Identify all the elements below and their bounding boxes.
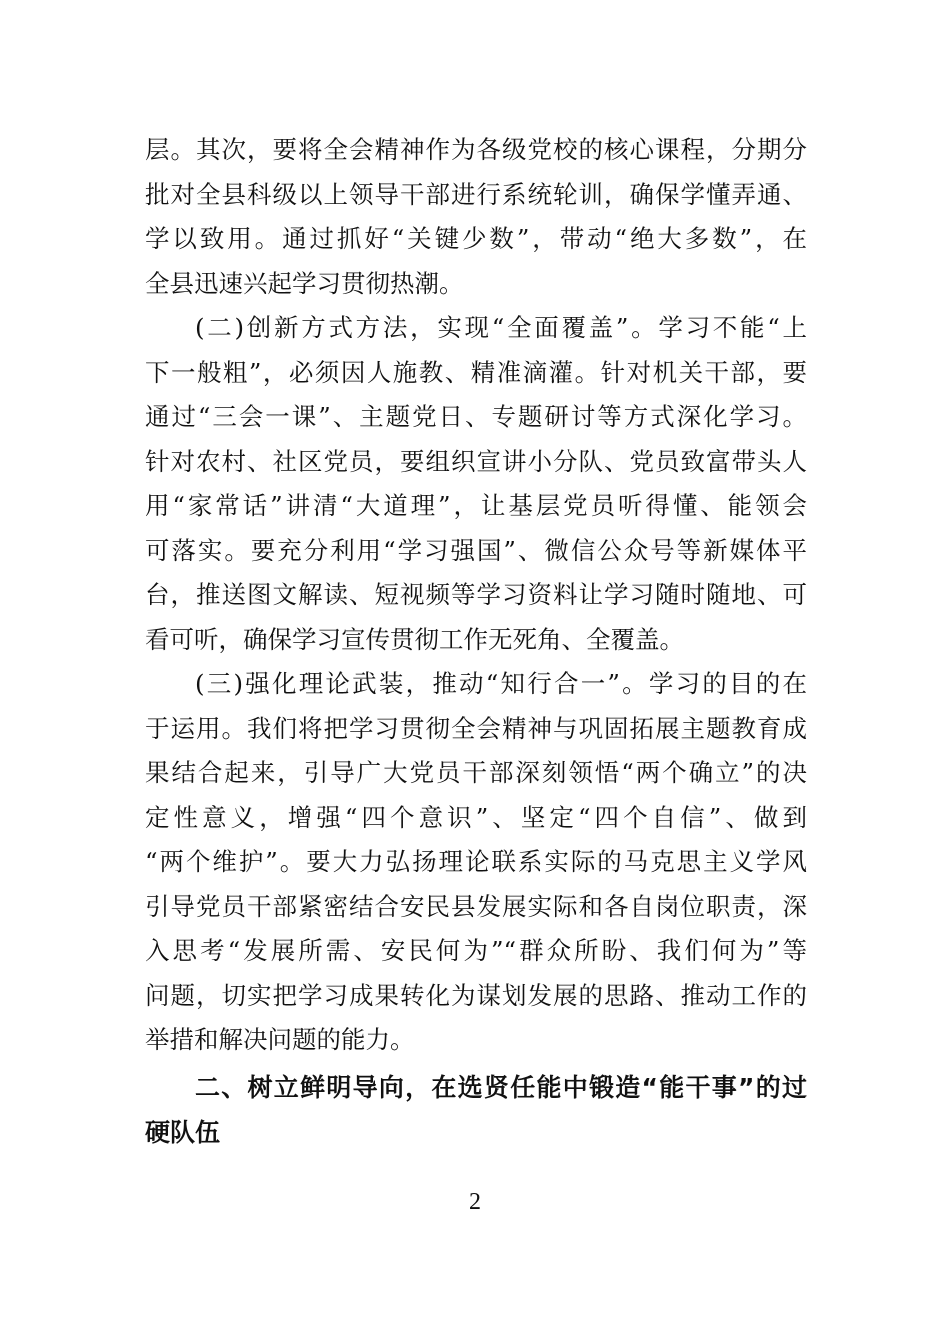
- paragraph-3-line-1: (三)强化理论武装，推动“知行合一”。学习的目的在: [195, 669, 807, 698]
- paragraph-3-line-4: 定性意义，增强“四个意识”、坚定“四个自信”、做到: [145, 802, 807, 832]
- paragraph-3-line-7: 入思考“发展所需、安民何为”“群众所盼、我们何为”等: [145, 936, 807, 965]
- paragraph-3-line-2: 于运用。我们将把学习贯彻全会精神与巩固拓展主题教育成: [145, 713, 807, 743]
- paragraph-2-line-8: 看可听，确保学习宣传贯彻工作无死角、全覆盖。: [145, 624, 684, 654]
- paragraph-3-line-5: “两个维护”。要大力弘扬理论联系实际的马克思主义学风: [145, 847, 807, 876]
- paragraph-2-line-1: (二)创新方式方法，实现“全面覆盖”。学习不能“上: [195, 313, 807, 342]
- paragraph-2-line-5: 用“家常话”讲清“大道理”，让基层党员听得懂、能领会: [145, 491, 807, 520]
- section-heading-line-1: 二、树立鲜明导向，在选贤任能中锻造“能干事”的过: [195, 1073, 807, 1102]
- paragraph-2-line-6: 可落实。要充分利用“学习强国”、微信公众号等新媒体平: [145, 535, 807, 565]
- paragraph-2-line-3: 通过“三会一课”、主题党日、专题研讨等方式深化学习。: [145, 402, 807, 431]
- paragraph-2-line-4: 针对农村、社区党员，要组织宣讲小分队、党员致富带头人: [145, 446, 807, 476]
- paragraph-1-line-1: 层。其次，要将全会精神作为各级党校的核心课程，分期分: [145, 135, 807, 164]
- paragraph-1-line-4: 全县迅速兴起学习贯彻热潮。: [145, 268, 464, 298]
- body-text: [145, 128, 807, 1063]
- page-number: 2: [469, 1189, 481, 1215]
- paragraph-3-line-3: 果结合起来，引导广大党员干部深刻领悟“两个确立”的决: [145, 758, 807, 787]
- section-heading-line-2: 硬队伍: [145, 1117, 221, 1147]
- paragraph-3-line-9: 举措和解决问题的能力。: [145, 1025, 415, 1054]
- paragraph-1-line-3: 学以致用。通过抓好“关键少数”，带动“绝大多数”，在: [145, 224, 807, 253]
- paragraph-3-line-8: 问题，切实把学习成果转化为谋划发展的思路、推动工作的: [145, 980, 807, 1010]
- paragraph-1-line-2: 批对全县科级以上领导干部进行系统轮训，确保学懂弄通、: [145, 179, 807, 209]
- paragraph-2-line-2: 下一般粗”，必须因人施教、精准滴灌。针对机关干部，要: [145, 357, 807, 387]
- paragraph-2-line-7: 台，推送图文解读、短视频等学习资料让学习随时随地、可: [145, 580, 807, 609]
- paragraph-3-line-6: 引导党员干部紧密结合安民县发展实际和各自岗位职责，深: [145, 891, 807, 921]
- section-heading: [145, 1066, 807, 1155]
